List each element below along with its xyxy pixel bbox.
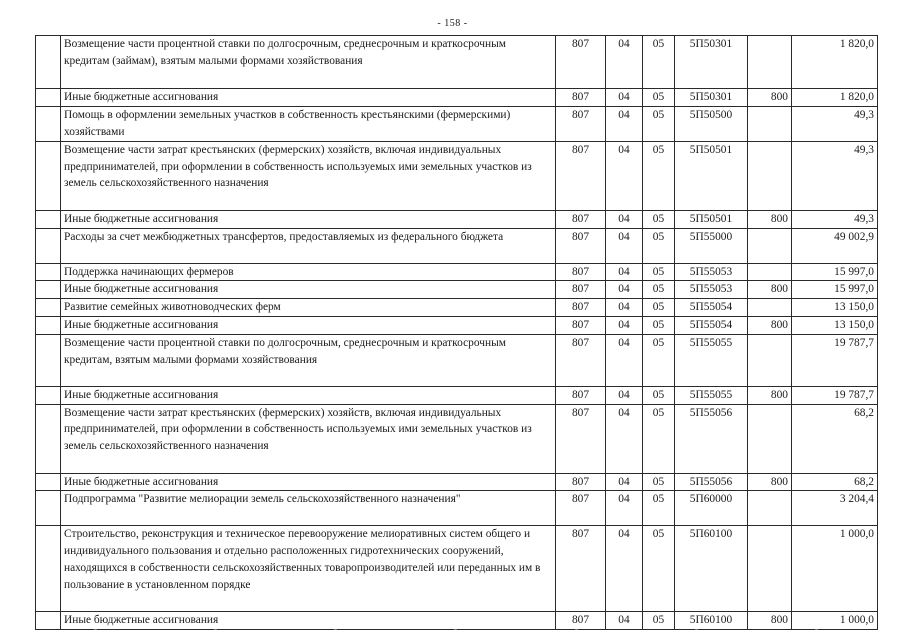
row-margin-cell: [36, 36, 61, 89]
row-margin-cell: [36, 491, 61, 526]
dash-mark: [815, 629, 818, 630]
expense-name-cell: Иные бюджетные ассигнования: [61, 89, 556, 107]
amount-cell: 1 000,0: [792, 612, 878, 630]
row-margin-cell: [36, 89, 61, 107]
page-number: - 158 -: [437, 18, 468, 29]
section-code-cell: 04: [606, 299, 643, 317]
expense-name-cell: Поддержка начинающих фермеров: [61, 263, 556, 281]
expense-name-cell: Расходы за счет межбюджетных трансфертов, предоставляемых из федерального бюджета: [61, 228, 556, 263]
dash-mark: [214, 629, 217, 630]
subsection-code-cell: 05: [643, 334, 675, 386]
expense-name-cell: Иные бюджетные ассигнования: [61, 386, 556, 404]
grbs-code-cell: 807: [556, 404, 606, 473]
amount-cell: 49 002,9: [792, 228, 878, 263]
target-article-cell: 5П55056: [675, 473, 748, 491]
section-code-cell: 04: [606, 316, 643, 334]
grbs-code-cell: 807: [556, 210, 606, 228]
amount-cell: 1 820,0: [792, 36, 878, 89]
table-row: [36, 316, 878, 334]
expense-type-cell: [748, 526, 792, 612]
subsection-code-cell: 05: [643, 263, 675, 281]
row-margin-cell: [36, 473, 61, 491]
expense-type-cell: 800: [748, 89, 792, 107]
target-article-cell: 5П55055: [675, 386, 748, 404]
subsection-code-cell: 05: [643, 228, 675, 263]
table-row: [36, 141, 878, 210]
section-code-cell: 04: [606, 36, 643, 89]
amount-cell: 3 204,4: [792, 491, 878, 526]
row-margin-cell: [36, 334, 61, 386]
section-code-cell: 04: [606, 89, 643, 107]
section-code-cell: 04: [606, 210, 643, 228]
section-code-cell: 04: [606, 106, 643, 141]
table-row: [36, 106, 878, 141]
subsection-code-cell: 05: [643, 281, 675, 299]
subsection-code-cell: 05: [643, 106, 675, 141]
subsection-code-cell: 05: [643, 526, 675, 612]
target-article-cell: 5П50501: [675, 210, 748, 228]
expense-name-cell: Возмещение части затрат крестьянских (фермерских) хозяйств, включая индивидуальных предпринимателей, при оформлении в собственность используемых ими земельных участков из земель сельскохозяйственного назначения: [61, 141, 556, 210]
target-article-cell: 5П55054: [675, 299, 748, 317]
amount-cell: 13 150,0: [792, 299, 878, 317]
expense-type-cell: [748, 404, 792, 473]
target-article-cell: 5П50301: [675, 36, 748, 89]
expense-name-cell: Помощь в оформлении земельных участков в собственность крестьянскими (фермерскими) хозяйствами: [61, 106, 556, 141]
target-article-cell: 5П55053: [675, 263, 748, 281]
section-code-cell: 04: [606, 228, 643, 263]
row-margin-cell: [36, 316, 61, 334]
grbs-code-cell: 807: [556, 106, 606, 141]
dash-mark: [695, 629, 698, 630]
expense-name-cell: Строительство, реконструкция и техническое перевооружение мелиоративных систем общего и индивидуального пользования и отдельно расположенных гидротехнических сооружений, находящихся в собственности сельскохозяйственных товаропроизводителей или переданных им в пользование в установленном порядке: [61, 526, 556, 612]
expense-type-cell: [748, 106, 792, 141]
amount-cell: 15 997,0: [792, 281, 878, 299]
grbs-code-cell: 807: [556, 473, 606, 491]
target-article-cell: 5П50501: [675, 141, 748, 210]
row-margin-cell: [36, 263, 61, 281]
table-row: [36, 334, 878, 386]
table-row: [36, 404, 878, 473]
amount-cell: 49,3: [792, 210, 878, 228]
expense-type-cell: 800: [748, 210, 792, 228]
expense-name-cell: Развитие семейных животноводческих ферм: [61, 299, 556, 317]
amount-cell: 1 000,0: [792, 526, 878, 612]
target-article-cell: 5П60100: [675, 612, 748, 630]
expense-type-cell: [748, 491, 792, 526]
expense-name-cell: Возмещение части процентной ставки по долгосрочным, среднесрочным и краткосрочным кредитам (займам), взятым малыми формами хозяйствования: [61, 36, 556, 89]
subsection-code-cell: 05: [643, 36, 675, 89]
expense-type-cell: [748, 263, 792, 281]
subsection-code-cell: 05: [643, 612, 675, 630]
row-margin-cell: [36, 281, 61, 299]
target-article-cell: 5П55055: [675, 334, 748, 386]
grbs-code-cell: 807: [556, 263, 606, 281]
table-row: [36, 263, 878, 281]
table-row: [36, 89, 878, 107]
subsection-code-cell: 05: [643, 210, 675, 228]
table-row: [36, 210, 878, 228]
grbs-code-cell: 807: [556, 141, 606, 210]
expense-name-cell: Подпрограмма "Развитие мелиорации земель сельскохозяйственного назначения": [61, 491, 556, 526]
expense-type-cell: 800: [748, 316, 792, 334]
subsection-code-cell: 05: [643, 141, 675, 210]
section-code-cell: 04: [606, 404, 643, 473]
target-article-cell: 5П55054: [675, 316, 748, 334]
expense-type-cell: [748, 334, 792, 386]
dash-mark: [454, 629, 457, 630]
section-code-cell: 04: [606, 141, 643, 210]
grbs-code-cell: 807: [556, 526, 606, 612]
row-margin-cell: [36, 210, 61, 228]
expense-name-cell: Иные бюджетные ассигнования: [61, 281, 556, 299]
expense-type-cell: [748, 141, 792, 210]
section-code-cell: 04: [606, 263, 643, 281]
amount-cell: 49,3: [792, 106, 878, 141]
amount-cell: 19 787,7: [792, 386, 878, 404]
expense-name-cell: Возмещение части процентной ставки по долгосрочным, среднесрочным и краткосрочным кредитам, взятым малыми формами хозяйствования: [61, 334, 556, 386]
expense-name-cell: Иные бюджетные ассигнования: [61, 473, 556, 491]
target-article-cell: 5П60000: [675, 491, 748, 526]
expense-type-cell: 800: [748, 612, 792, 630]
budget-table: [35, 35, 878, 630]
expense-type-cell: 800: [748, 281, 792, 299]
table-row: [36, 228, 878, 263]
amount-cell: 68,2: [792, 404, 878, 473]
row-margin-cell: [36, 386, 61, 404]
amount-cell: 68,2: [792, 473, 878, 491]
table-row: [36, 386, 878, 404]
section-code-cell: 04: [606, 386, 643, 404]
subsection-code-cell: 05: [643, 491, 675, 526]
target-article-cell: 5П55053: [675, 281, 748, 299]
subsection-code-cell: 05: [643, 316, 675, 334]
dash-mark: [94, 629, 97, 630]
expense-type-cell: [748, 299, 792, 317]
table-row: [36, 491, 878, 526]
grbs-code-cell: 807: [556, 334, 606, 386]
subsection-code-cell: 05: [643, 473, 675, 491]
expense-name-cell: Иные бюджетные ассигнования: [61, 612, 556, 630]
grbs-code-cell: 807: [556, 491, 606, 526]
section-code-cell: 04: [606, 473, 643, 491]
target-article-cell: 5П55000: [675, 228, 748, 263]
row-margin-cell: [36, 106, 61, 141]
section-code-cell: 04: [606, 281, 643, 299]
row-margin-cell: [36, 404, 61, 473]
budget-table-body: [36, 36, 878, 630]
page-bottom-dashes: [35, 624, 877, 634]
subsection-code-cell: 05: [643, 386, 675, 404]
dash-mark: [575, 629, 578, 630]
grbs-code-cell: 807: [556, 299, 606, 317]
expense-name-cell: Иные бюджетные ассигнования: [61, 316, 556, 334]
grbs-code-cell: 807: [556, 36, 606, 89]
grbs-code-cell: 807: [556, 316, 606, 334]
target-article-cell: 5П50500: [675, 106, 748, 141]
grbs-code-cell: 807: [556, 612, 606, 630]
grbs-code-cell: 807: [556, 386, 606, 404]
row-margin-cell: [36, 141, 61, 210]
row-margin-cell: [36, 526, 61, 612]
amount-cell: 49,3: [792, 141, 878, 210]
expense-name-cell: Возмещение части затрат крестьянских (фермерских) хозяйств, включая индивидуальных предпринимателей, при оформлении в собственность используемых ими земельных участков из земель сельскохозяйственного назначения: [61, 404, 556, 473]
expense-name-cell: Иные бюджетные ассигнования: [61, 210, 556, 228]
grbs-code-cell: 807: [556, 89, 606, 107]
grbs-code-cell: 807: [556, 228, 606, 263]
grbs-code-cell: 807: [556, 281, 606, 299]
section-code-cell: 04: [606, 491, 643, 526]
table-row: [36, 473, 878, 491]
amount-cell: 13 150,0: [792, 316, 878, 334]
amount-cell: 15 997,0: [792, 263, 878, 281]
dash-mark: [334, 629, 337, 630]
subsection-code-cell: 05: [643, 404, 675, 473]
expense-type-cell: [748, 36, 792, 89]
amount-cell: 19 787,7: [792, 334, 878, 386]
target-article-cell: 5П60100: [675, 526, 748, 612]
table-row: [36, 281, 878, 299]
expense-type-cell: 800: [748, 473, 792, 491]
target-article-cell: 5П50301: [675, 89, 748, 107]
table-row: [36, 299, 878, 317]
section-code-cell: 04: [606, 612, 643, 630]
target-article-cell: 5П55056: [675, 404, 748, 473]
subsection-code-cell: 05: [643, 89, 675, 107]
expense-type-cell: 800: [748, 386, 792, 404]
row-margin-cell: [36, 299, 61, 317]
section-code-cell: 04: [606, 334, 643, 386]
row-margin-cell: [36, 228, 61, 263]
table-row: [36, 526, 878, 612]
table-row: [36, 36, 878, 89]
subsection-code-cell: 05: [643, 299, 675, 317]
expense-type-cell: [748, 228, 792, 263]
section-code-cell: 04: [606, 526, 643, 612]
amount-cell: 1 820,0: [792, 89, 878, 107]
